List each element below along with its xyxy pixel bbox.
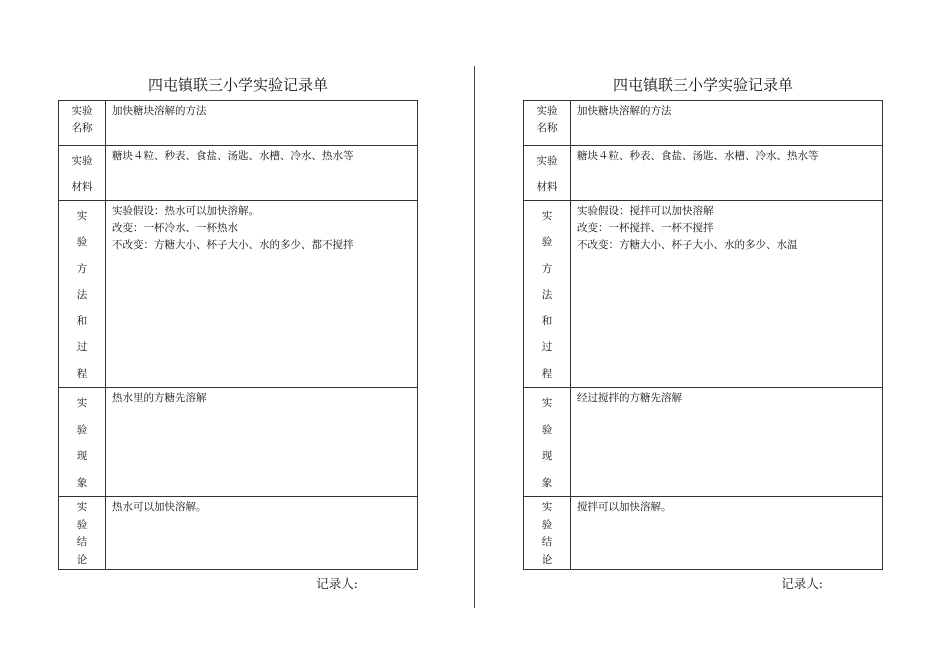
content-experiment-name	[106, 101, 418, 146]
content-line: 加快糖块溶解的方法	[577, 105, 672, 117]
label-char: 过	[76, 341, 88, 354]
label-char: 验	[76, 423, 88, 436]
label-char: 实	[541, 501, 553, 514]
label-materials	[59, 146, 106, 201]
content-line: 糖块４粒、秒表、食盐、汤匙、水槽、冷水、热水等	[577, 150, 819, 162]
content-materials	[106, 146, 418, 201]
content-line: 糖块４粒、秒表、食盐、汤匙、水槽、冷水、热水等	[112, 150, 354, 162]
label-char: 验	[76, 518, 88, 531]
row-phenomenon	[59, 388, 418, 497]
row-materials	[524, 146, 883, 201]
label-char: 论	[541, 553, 553, 566]
label-char: 实验	[71, 105, 93, 117]
label-method	[524, 201, 571, 388]
label-char: 法	[76, 288, 88, 301]
content-conclusion	[571, 497, 883, 570]
label-char: 验	[541, 518, 553, 531]
label-char: 和	[76, 315, 88, 328]
content-materials	[571, 146, 883, 201]
content-line: 经过搅拌的方糖先溶解	[577, 392, 682, 405]
label-experiment-name	[524, 101, 571, 146]
label-method	[59, 201, 106, 388]
label-char: 象	[76, 476, 88, 489]
label-char: 实	[541, 397, 553, 410]
sheet-title: 四屯镇联三小学实验记录单	[612, 76, 793, 94]
label-char: 实	[541, 210, 553, 222]
label-conclusion	[524, 497, 571, 570]
label-char: 实	[76, 397, 88, 410]
label-char: 实验	[536, 105, 558, 117]
content-line: 改变：一杯冷水、一杯热水	[112, 222, 238, 234]
row-experiment-name	[59, 101, 418, 146]
content-method	[571, 201, 883, 388]
sheet-title: 四屯镇联三小学实验记录单	[147, 76, 328, 94]
label-experiment-name	[59, 101, 106, 146]
label-char: 程	[541, 367, 553, 380]
label-char: 验	[541, 236, 553, 249]
label-char: 实验	[71, 155, 93, 167]
content-conclusion	[106, 497, 418, 570]
content-line: 搅拌可以加快溶解。	[577, 501, 672, 514]
label-char: 论	[76, 553, 88, 566]
label-char: 象	[541, 476, 553, 489]
label-char: 名称	[536, 122, 558, 134]
content-line: 热水可以加快溶解。	[112, 501, 207, 514]
content-line: 加快糖块溶解的方法	[112, 105, 207, 117]
label-char: 验	[76, 236, 88, 249]
content-line: 热水里的方糖先溶解	[112, 392, 207, 405]
label-char: 结	[541, 536, 553, 549]
row-experiment-name	[524, 101, 883, 146]
label-materials	[524, 146, 571, 201]
content-experiment-name	[571, 101, 883, 146]
content-line: 实验假设：热水可以加快溶解。	[112, 205, 259, 217]
label-char: 方	[76, 262, 88, 275]
label-char: 法	[541, 288, 553, 301]
row-method	[59, 201, 418, 388]
content-line: 不改变：方糖大小、杯子大小、水的多少、都不搅拌	[112, 239, 354, 251]
content-line: 实验假设：搅拌可以加快溶解	[577, 205, 714, 217]
content-phenomenon	[571, 388, 883, 497]
content-line: 不改变：方糖大小、杯子大小、水的多少、水温	[577, 239, 798, 251]
label-char: 结	[76, 536, 88, 549]
label-char: 实	[76, 501, 88, 514]
label-phenomenon	[59, 388, 106, 497]
record-sheet-left	[58, 72, 418, 592]
label-char: 现	[76, 450, 88, 463]
label-char: 材料	[71, 181, 93, 193]
content-line: 改变：一杯搅拌、一杯不搅拌	[577, 222, 714, 234]
record-sheet-right	[523, 72, 883, 592]
row-materials	[59, 146, 418, 201]
row-method	[524, 201, 883, 388]
label-char: 过	[541, 341, 553, 354]
label-char: 实验	[536, 155, 558, 167]
label-conclusion	[59, 497, 106, 570]
content-method	[106, 201, 418, 388]
row-phenomenon	[524, 388, 883, 497]
label-char: 方	[541, 262, 553, 275]
label-char: 实	[76, 210, 88, 222]
record-table	[523, 100, 883, 570]
row-conclusion	[524, 497, 883, 570]
content-phenomenon	[106, 388, 418, 497]
label-char: 程	[76, 367, 88, 380]
recorder-label: 记录人:	[781, 576, 823, 592]
row-conclusion	[59, 497, 418, 570]
label-char: 材料	[536, 181, 558, 193]
label-char: 验	[541, 423, 553, 436]
label-phenomenon	[524, 388, 571, 497]
label-char: 和	[541, 315, 553, 328]
record-table	[58, 100, 418, 570]
page-divider	[474, 66, 475, 608]
recorder-label: 记录人:	[316, 576, 358, 592]
label-char: 现	[541, 450, 553, 463]
label-char: 名称	[71, 122, 93, 134]
